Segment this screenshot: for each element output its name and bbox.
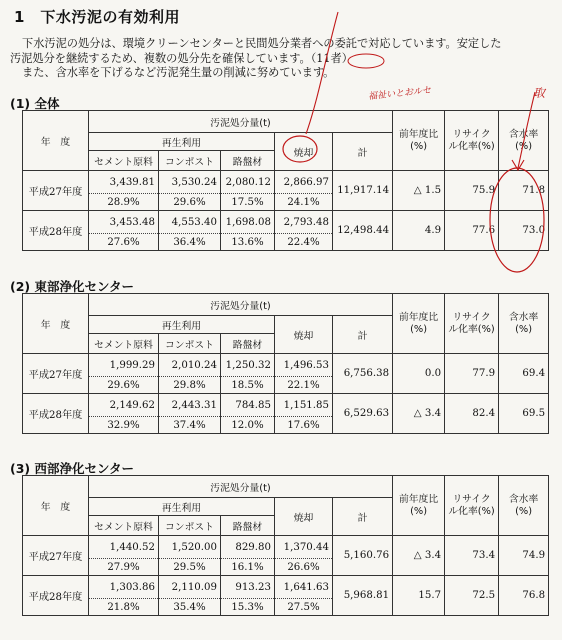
header-compost: コンポスト	[159, 334, 221, 354]
handwritten-note-2: 取	[533, 86, 546, 100]
row-year: 平成27年度	[23, 171, 89, 211]
total-value: 12,498.44	[333, 211, 393, 251]
moisture-value: 69.4	[499, 354, 549, 394]
incineration-percent: 17.6%	[275, 417, 333, 434]
recycle-rate-value: 82.4	[445, 394, 499, 434]
header-cement: セメント原料	[89, 516, 159, 536]
table-row	[23, 171, 549, 194]
table-west	[22, 475, 549, 616]
header-recycle-rate: リサイクル化率(%)	[445, 294, 499, 354]
total-value: 11,917.14	[333, 171, 393, 211]
incineration-value: 2,866.97	[275, 171, 333, 194]
compost-value: 2,010.24	[159, 354, 221, 377]
compost-percent: 29.6%	[159, 194, 221, 211]
row-year: 平成27年度	[23, 536, 89, 576]
header-incineration: 焼却	[275, 316, 333, 354]
header-roadbed: 路盤材	[221, 334, 275, 354]
compost-percent: 37.4%	[159, 417, 221, 434]
header-compost: コンポスト	[159, 151, 221, 171]
yoy-value: △ 1.5	[393, 171, 445, 211]
header-compost: コンポスト	[159, 516, 221, 536]
recycle-rate-value: 72.5	[445, 576, 499, 616]
header-roadbed: 路盤材	[221, 151, 275, 171]
moisture-value: 74.9	[499, 536, 549, 576]
header-moisture: 含水率(%)	[499, 111, 549, 171]
compost-percent: 35.4%	[159, 599, 221, 616]
cement-percent: 27.9%	[89, 559, 159, 576]
table-row	[23, 394, 549, 417]
incineration-percent: 27.5%	[275, 599, 333, 616]
total-value: 6,529.63	[333, 394, 393, 434]
cement-value: 1,999.29	[89, 354, 159, 377]
cement-value: 3,453.48	[89, 211, 159, 234]
incineration-percent: 24.1%	[275, 194, 333, 211]
header-sludge-amount: 汚泥処分量(t)	[89, 111, 393, 133]
yoy-value: △ 3.4	[393, 536, 445, 576]
header-recycle-rate: リサイクル化率(%)	[445, 111, 499, 171]
incineration-percent: 22.1%	[275, 377, 333, 394]
page-title: 1 下水汚泥の有効利用	[14, 8, 180, 26]
roadbed-percent: 13.6%	[221, 234, 275, 251]
header-recycle: 再生利用	[89, 498, 275, 516]
recycle-rate-value: 73.4	[445, 536, 499, 576]
cement-percent: 29.6%	[89, 377, 159, 394]
header-sludge-amount: 汚泥処分量(t)	[89, 476, 393, 498]
table-overall	[22, 110, 549, 251]
header-sludge-amount: 汚泥処分量(t)	[89, 294, 393, 316]
cement-value: 1,303.86	[89, 576, 159, 599]
total-value: 5,968.81	[333, 576, 393, 616]
header-cement: セメント原料	[89, 334, 159, 354]
table-east	[22, 293, 549, 434]
table-row	[23, 211, 549, 234]
cement-value: 3,439.81	[89, 171, 159, 194]
incineration-value: 1,151.85	[275, 394, 333, 417]
row-year: 平成28年度	[23, 211, 89, 251]
moisture-value: 69.5	[499, 394, 549, 434]
cement-value: 2,149.62	[89, 394, 159, 417]
cement-value: 1,440.52	[89, 536, 159, 559]
header-yoy: 前年度比(%)	[393, 111, 445, 171]
table-row	[23, 536, 549, 559]
intro-line-1: 下水汚泥の処分は、環境クリーンセンターと民間処分業者への委託で対応しています。安定した	[22, 37, 502, 50]
header-moisture: 含水率(%)	[499, 294, 549, 354]
compost-value: 2,110.09	[159, 576, 221, 599]
table-row	[23, 354, 549, 377]
roadbed-value: 829.80	[221, 536, 275, 559]
recycle-rate-value: 77.9	[445, 354, 499, 394]
yoy-value: 4.9	[393, 211, 445, 251]
cement-percent: 21.8%	[89, 599, 159, 616]
cement-percent: 28.9%	[89, 194, 159, 211]
header-recycle: 再生利用	[89, 316, 275, 334]
roadbed-value: 784.85	[221, 394, 275, 417]
handwritten-note-1: 福祉いとおルセ	[367, 85, 432, 103]
incineration-percent: 22.4%	[275, 234, 333, 251]
roadbed-value: 2,080.12	[221, 171, 275, 194]
incineration-value: 2,793.48	[275, 211, 333, 234]
compost-value: 2,443.31	[159, 394, 221, 417]
yoy-value: 0.0	[393, 354, 445, 394]
compost-value: 1,520.00	[159, 536, 221, 559]
recycle-rate-value: 75.9	[445, 171, 499, 211]
header-yoy: 前年度比(%)	[393, 294, 445, 354]
header-cement: セメント原料	[89, 151, 159, 171]
compost-value: 3,530.24	[159, 171, 221, 194]
total-value: 5,160.76	[333, 536, 393, 576]
header-total: 計	[333, 316, 393, 354]
yoy-value: △ 3.4	[393, 394, 445, 434]
row-year: 平成28年度	[23, 576, 89, 616]
header-recycle: 再生利用	[89, 133, 275, 151]
header-nendo: 年 度	[23, 111, 89, 171]
compost-percent: 29.8%	[159, 377, 221, 394]
moisture-value: 76.8	[499, 576, 549, 616]
recycle-rate-value: 77.6	[445, 211, 499, 251]
intro-line-3: また、含水率を下げるなど汚泥発生量の削減に努めています。	[22, 66, 335, 79]
roadbed-percent: 18.5%	[221, 377, 275, 394]
roadbed-percent: 17.5%	[221, 194, 275, 211]
roadbed-percent: 12.0%	[221, 417, 275, 434]
intro-paragraph	[10, 37, 540, 81]
header-total: 計	[333, 498, 393, 536]
header-moisture: 含水率(%)	[499, 476, 549, 536]
incineration-value: 1,641.63	[275, 576, 333, 599]
section-title-overall: (1) 全体	[10, 96, 60, 111]
header-incineration: 焼却	[275, 133, 333, 171]
row-year: 平成28年度	[23, 394, 89, 434]
header-nendo: 年 度	[23, 476, 89, 536]
incineration-value: 1,496.53	[275, 354, 333, 377]
incineration-value: 1,370.44	[275, 536, 333, 559]
moisture-value: 71.8	[499, 171, 549, 211]
row-year: 平成27年度	[23, 354, 89, 394]
header-roadbed: 路盤材	[221, 516, 275, 536]
compost-percent: 36.4%	[159, 234, 221, 251]
roadbed-value: 913.23	[221, 576, 275, 599]
roadbed-value: 1,250.32	[221, 354, 275, 377]
incineration-percent: 26.6%	[275, 559, 333, 576]
compost-value: 4,553.40	[159, 211, 221, 234]
header-nendo: 年 度	[23, 294, 89, 354]
intro-line-2: 汚泥処分を継続するため、複数の処分先を確保しています。（11者）	[10, 51, 353, 65]
table-row	[23, 576, 549, 599]
roadbed-value: 1,698.08	[221, 211, 275, 234]
header-yoy: 前年度比(%)	[393, 476, 445, 536]
roadbed-percent: 15.3%	[221, 599, 275, 616]
header-recycle-rate: リサイクル化率(%)	[445, 476, 499, 536]
cement-percent: 32.9%	[89, 417, 159, 434]
section-title-east: (2) 東部浄化センター	[10, 279, 134, 294]
moisture-value: 73.0	[499, 211, 549, 251]
cement-percent: 27.6%	[89, 234, 159, 251]
yoy-value: 15.7	[393, 576, 445, 616]
header-incineration: 焼却	[275, 498, 333, 536]
compost-percent: 29.5%	[159, 559, 221, 576]
section-title-west: (3) 西部浄化センター	[10, 461, 134, 476]
header-total: 計	[333, 133, 393, 171]
roadbed-percent: 16.1%	[221, 559, 275, 576]
total-value: 6,756.38	[333, 354, 393, 394]
